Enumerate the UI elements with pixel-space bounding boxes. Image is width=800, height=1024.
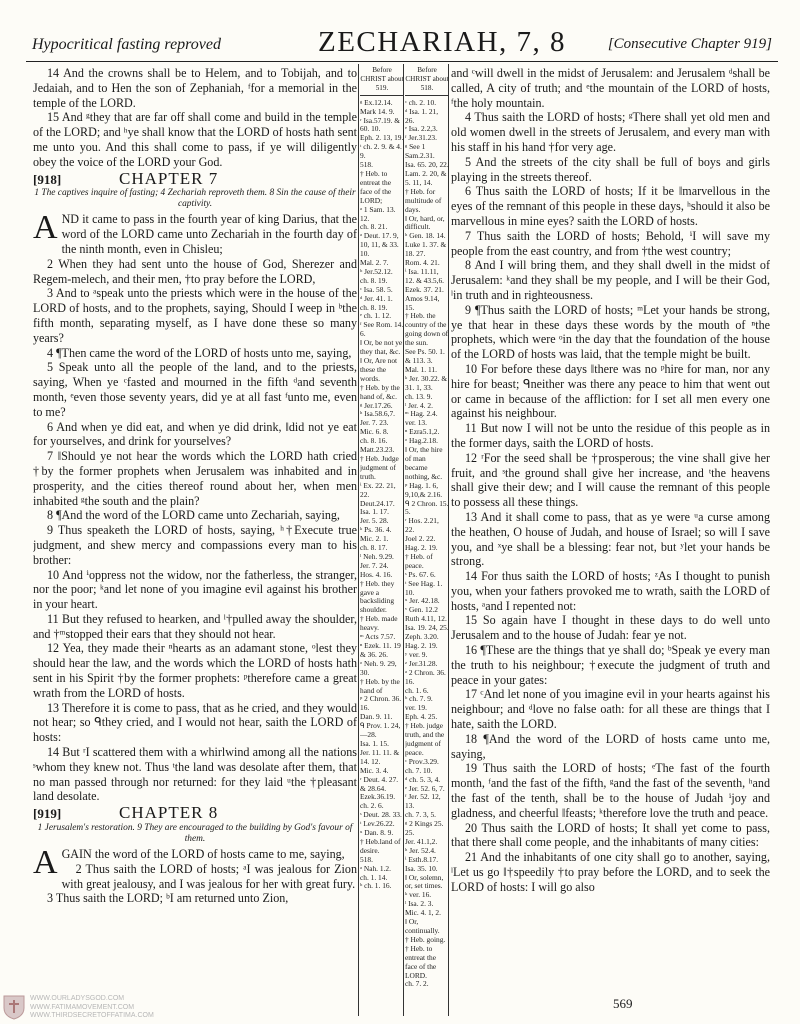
reference-entry: ᵉ Jer. 52. 6, 7. [405,783,445,793]
verse: 12 ʳFor the seed shall be †prosperous; the vine shall give her fruit, and ˢthe ground shall give her increase, and ᵗthe heavens shall give their dew; and I will cause the remnant of this people to possess all these things. [451,450,770,510]
reference-entry: ᵈ Isa. 1. 21, 26. [405,106,439,125]
reference-entry: ch. 1. 14. [360,872,388,882]
reference-entry: ᵍ Ex.12.14. Mark 14. 9. [360,97,395,116]
reference-entry: Jer. 7. 24. [360,560,389,570]
reference-entry: ᶜ ch. 2. 10. [405,97,437,107]
reference-entry: ᵒ Hag.2.18. [405,436,438,446]
reference-entry: Zeph. 3.20. [405,632,439,642]
reference-entry: Mic. 2. 1. [360,534,389,544]
verse: 11 But now I will not be unto the residue of this people as in the former days, saith the LORD of hosts. [451,421,770,450]
verse: 6 Thus saith the LORD of hosts; If it be ‖marvellous in the eyes of the remnant of this people in these days, ʰshould it also be marvellous in mine eyes? saith the LORD of hosts. [451,184,770,228]
reference-entry: Isa. 35. 10. [405,863,438,873]
reference-entry: ᵃ 2 Chron. 36. 16. [405,667,446,686]
reference-entry: ᶜ Prov.3.29. [405,756,439,766]
reference-entry: ch. 8. 19. [360,302,388,312]
reference-entry: ˡ Neh. 9.29. [360,551,394,561]
reference-entry: Amos 9.14, 15. [405,293,440,312]
verse: 7 Thus saith the LORD of hosts; Behold, ⁱI will save my people from the east country, and from †the west country; [451,228,770,258]
reference-entry: ch. 7. 3, 5. [405,810,436,820]
reference-entry: Mic. 3. 4. [360,765,389,775]
reference-entry: ch. 1. 6. [405,685,429,695]
reference-entry: Lam. 2. 20, & 5. 11, 14. [405,168,447,187]
verse: 10 For before these days ‖there was no ᵖhire for man, nor any hire for beast; ᑫneither was there any peace to him that went out or came in because of the affliction: for I set all men every one against his neighbour. [451,361,770,421]
reference-entry: ‖ Or, Are not these the words. [360,356,398,383]
reference-entry: Jer. 11. 11. & 14. 12. [360,747,400,766]
verse: 3 Thus saith the LORD; ᵇI am returned unto Zion, [47,891,289,906]
reference-entry: ᵇ ch. 7. 9. [405,694,433,704]
reference-entry: ᵏ Jer. 30.22. & 31. 1, 33. [405,373,448,392]
reference-entry: Jer. 7. 23. [360,418,389,428]
reference-entry: See Ps. 50. 1. & 113. 3. [405,347,445,365]
verse: 14 And the crowns shall be to Helem, and to Tobijah, and to Jedaiah, and to Hen the son of Zephaniah, ᶠfor a memorial in the temple of the LORD. [33,66,357,110]
reference-entry: † Heb. to entreat the face of the LORD. [405,943,437,980]
reference-entry: ᵇ ch. 1. 16. [360,881,392,891]
margin-references-right [405,66,449,1016]
reference-entry: ᶠ Jer.31.23. [405,133,437,143]
reference-entry: ᵐ Acts 7.57. [360,632,396,642]
verse: 2 Thus saith the LORD of hosts; ᵃI was jealous for Zion with great jealousy, and I was jealous for her with great fury. [61,861,357,891]
reference-entry: ʰ Isa.58.6,7. [360,409,396,419]
verse: AND it came to pass in the fourth year of king Darius, that the word of the LORD came unto Zechariah in the fourth day of the ninth month, even in Chisleu; [33,209,357,256]
reference-entry: Hos. 4. 16. [360,569,393,579]
verse: 4 ¶Then came the word of the LORD of hosts unto me, saying, [47,345,352,360]
reference-entry: ᵗ ch. 2. 9. & 4. 9. [360,142,402,161]
verse: 3 And to ᵃspeak unto the priests which were in the house of the LORD of hosts, and to the prophets, saying, Should I weep in ᵇthe fifth month, separating myself, as I have done these so many years? [33,286,357,345]
chapter-heading-8 [33,803,357,823]
verse: 21 And the inhabitants of one city shall go to another, saying, ˡLet us go ‖†speedily †to pray before the LORD, and to seek the LORD of hosts: I will go also [451,850,770,894]
reference-entry: † Heb. of peace. [405,551,433,570]
reference-entry: ᵇ Jer.52.12. [360,266,393,276]
verse: 13 And it shall come to pass, that as ye were ᵘa curse among the heathen, O house of Judah, and house of Israel; so will I save you, and ˣye shall be a blessing: fear not, but ʸlet your hands be strong. [451,509,770,569]
reference-entry: Joel 2. 22. [405,534,436,544]
chapter-summary: 1 The captives inquire of fasting; 4 Zechariah reproveth them. 8 Sin the cause of their captivity. [34,188,356,210]
reference-list [405,99,449,990]
reference-entry: Jer. 5. 28. [360,516,389,526]
reference-entry: Hag. 2. 19. [405,543,438,553]
chapter-title: CHAPTER 8 [119,803,219,823]
page-header [26,26,778,62]
reference-entry: ᵃ 1 Sam. 13. 12. [360,204,396,223]
reference-entry: Matt.23.23. [360,445,395,455]
reference-entry: ᵃ Nah. 1.2. [360,863,391,873]
verse: 2 When they had sent unto the house of God, Sherezer and Regem-melech, and their men, †to pray before the LORD, [33,256,357,286]
reference-entry: ʰ Jer. 52.4. [405,845,436,855]
reference-entry: Eph. 4. 25. [405,712,438,722]
reference-entry: ᵍ 2 Kings 25. 25. [405,819,444,838]
reference-entry: ᵘ Jer. 42.18. [405,596,440,606]
era-note: Before CHRIST about 518. [405,66,449,96]
reference-entry: ⁿ Ezek. 11. 19 & 36. 26. [360,641,401,659]
reference-entry: ᶻ Jer.31.28. [405,658,438,668]
reference-entry: Ezek. 37. 21. [405,284,444,294]
column-rule [358,64,359,1016]
reference-entry: ʳ Isa.57.19. & 60. 10. [360,115,400,134]
reference-entry: † Heb. the country of the going down of the sun. [405,311,449,348]
chapter-title: CHAPTER 7 [119,168,219,188]
verse: 10 And ⁱoppress not the widow, nor the fatherless, the stranger, nor the poor; ᵏand let none of you imagine evil against his brother in your heart. [33,567,357,612]
reference-entry: ᶠ Jer. 52. 12, 13. [405,792,441,811]
reference-entry: ch. 8. 21. [360,222,388,232]
chapter-summary: 1 Jerusalem's restoration. 9 They are encouraged to the building by God's favour of them. [37,823,353,845]
reference-entry: Deut.24.17. [360,498,395,508]
reference-entry: ch. 8. 16. [360,436,388,446]
reference-entry: ᵈ Jer. 41. 1. [360,293,393,303]
verse: 14 For thus saith the LORD of hosts; ᶻAs I thought to punish you, when your fathers provoked me to wrath, saith the LORD of hosts, ᵃand I repented not: [451,569,770,613]
reference-entry: ch. 8. 17. [360,543,388,553]
reference-entry: ⁱ Isa. 11.11, 12. & 43.5,6. [405,266,445,285]
reference-entry: Hag. 2. 19. [405,641,438,650]
reference-entry: ‖ Or, solemn, or, set times. [405,872,444,891]
reference-entry: Isa. 19. 24, 25. [405,623,449,633]
reference-entry: ˡ Jer. 4. 2. [405,400,433,410]
reference-entry: ᑫ 2 Chron. 15. 5. [405,498,449,517]
verse: 17 ᶜAnd let none of you imagine evil in your hearts against his neighbour; and ᵈlove no false oath: for all these are things that I hate, saith the LORD. [451,687,770,732]
chapter-number: [919] [33,806,62,822]
running-head-right: [Consecutive Chapter 919] [607,36,772,52]
verse: 13 Therefore it is come to pass, that as he cried, and they would not hear; so ᑫthey cried, and I would not hear, saith the LORD of hosts: [33,700,357,745]
reference-entry: ᵏ Ps. 36. 4. [360,525,392,535]
reference-entry: Jer. 41.1,2. [405,836,438,846]
reference-entry: ch. 8. 19. [360,275,388,285]
reference-entry: † Heb.land of desire. [360,836,401,855]
reference-entry: Luke 1. 37. & 18. 27. [405,240,447,259]
reference-entry: Mic. 6. 8. [360,427,389,437]
reference-entry: ᵉ ch. 1. 12. [360,311,392,321]
reference-entry: ⁿ Ezra5.1,2. [405,427,440,437]
margin-references-left [360,66,404,1016]
page-number: 569 [613,996,633,1011]
reference-entry: ˢ Ps. 67. 6. [405,569,436,579]
verse: 15 And ᵍthey that are far off shall come and build in the temple of the LORD; and ʰye shall know that the LORD of hosts hath sent me unto you. And this shall come to pass, if ye will diligently obey the voice of the LORD your God. [33,110,357,169]
reference-entry: ᵖ Hag. 1. 6, 9,10,& 2.16. [405,480,443,499]
verse: 8 ¶And the word of the LORD came unto Zechariah, saying, [47,508,340,523]
verse: 4 Thus saith the LORD of hosts; ᵍThere shall yet old men and old women dwell in the streets of Jerusalem, and every man with his staff in his hand †for very age. [451,110,770,154]
reference-entry: 518. [360,854,373,864]
reference-entry: ˡ Isa. 2. 3. [405,899,434,909]
reference-entry: ᵏ ver. 16. [405,890,432,900]
reference-entry: ᶠ See Rom. 14. 6. [360,320,404,339]
reference-entry: ‖ Or, be not ye they that, &c. [360,338,403,357]
reference-entry: Mic. 4. 1, 2. [405,908,441,918]
reference-entry: ᵈ ch. 5. 3, 4. [405,774,441,784]
reference-entry: † Heb. for multitude of days. [405,186,442,214]
verse: 20 Thus saith the LORD of hosts; It shall yet come to pass, that there shall come people, and the inhabitants of many cities: [451,820,770,850]
reference-list [360,99,404,892]
verse: 7 ‖Should ye not hear the words which the LORD hath cried †by the former prophets when Jerusalem was inhabited and in prosperity, and the cities thereof round about her, when men inhabited ᵍthe south and the plain? [33,449,357,508]
verse: 6 And when ye did eat, and when ye did drink, ‖did not ye eat for yourselves, and drink for yourselves? [33,419,357,449]
reference-entry: ᵍ Jer.17.26. [360,400,393,410]
reference-entry: ʳ Hos. 2.21, 22. [405,516,439,535]
reference-entry: ᵛ Gen. 12.2 [405,605,438,615]
verse: 9 ¶Thus saith the LORD of hosts; ᵐLet your hands be strong, ye that hear in these days these words by the mouth of ⁿthe prophets, which were ᵒin the day that the foundation of the house of the LORD of hosts was laid, that the temple might be built. [451,302,770,362]
reference-entry: ʰ Gen. 18. 14. [405,231,446,241]
reference-entry: ᵖ 2 Chron. 36. 16. [360,694,402,713]
watermark: WWW.OURLADYSGOD.COM WWW.FATIMAMOVEMENT.COM WWW.THIRDSECRETOFFATIMA.COM [30,995,154,1019]
reference-entry: ch. 7. 2. [405,979,429,989]
reference-entry: ‖ Or, continually. [405,917,440,935]
drop-cap: A [33,844,58,882]
verse: 12 Yea, they made their ⁿhearts as an adamant stone, ᵒlest they should hear the law, and the words which the LORD of hosts hath sent in his Spirit †by the former prophets: ᵖtherefore came a great wrath from the LORD of hosts. [33,641,357,700]
verse: 18 ¶And the word of the LORD of hosts came unto me, saying, [451,731,770,761]
reference-entry: ʸ ver. 9. [405,649,428,659]
verse: 19 Thus saith the LORD of hosts; ᵉThe fast of the fourth month, ᶠand the fast of the fifth, ᵍand the fast of the seventh, ʰand the fast of the tenth, shall be to the house of Judah ⁱjoy and gladness, and cheerful ‖feasts; ᵏtherefore love the truth and peace. [451,761,770,820]
reference-entry: ᵗ See Hag. 1. 10. [405,578,443,597]
era-note: Before CHRIST about 519. [360,66,404,96]
reference-entry: ᶜ Isa. 58. 5. [360,284,393,294]
reference-entry: † Heb. by the hand of [360,676,400,695]
reference-entry: Mal. 1. 11. [405,364,437,374]
left-text-column [33,66,357,1006]
reference-entry: Isa. 65. 20, 22. [405,160,449,170]
chapter-number: [918] [33,171,62,187]
reference-entry: ch. 7. 10. [405,765,433,775]
reference-entry: ch. 13. 9. [405,391,433,401]
reference-entry: ᵐ Hag. 2.4. ver. 13. [405,409,438,428]
reference-entry: ‖ Or, hard, or, difficult. [405,213,445,232]
reference-entry: † Heb. by the hand of, &c. [360,382,400,401]
verse: 14 But ʳI scattered them with a whirlwind among all the nations ˢwhom they knew not. Thus ᵗthe land was desolate after them, that no man passed through nor returned: for they laid ᵘthe †pleasant land desolate. [33,745,357,804]
reference-entry: † Heb. they gave a backsliding shoulder. [360,578,395,615]
reference-entry: ᵉ Isa. 2.2,3. [405,124,438,134]
reference-entry: ‖ Or, the hire of man became nothing, &c. [405,445,443,481]
verse: 15 So again have I thought in these days to do well unto Jerusalem and to the house of Judah: fear ye not. [451,613,770,643]
reference-entry: † Heb. judge truth, and the judgment of peace. [405,721,445,757]
reference-entry: Ruth 4.11, 12. [405,614,447,624]
verse: 5 Speak unto all the people of the land, and to the priests, saying, When ye ᶜfasted and mourned in the fifth ᵈand seventh month, ᵉeven those seventy years, did ye at all fast ᶠunto me, even to me? [33,360,357,419]
reference-entry: ver. 19. [405,703,427,713]
reference-entry: ʳ Deut. 4. 27. & 28.64. [360,774,399,793]
reference-entry: Eph. 2. 13, 19. [360,133,404,143]
chapter-heading-7 [33,168,357,188]
reference-entry: 518. [360,160,373,170]
reference-entry: † Heb. to entreat the face of the LORD; [360,168,392,205]
verse: 11 But they refused to hearken, and ˡ†pulled away the shoulder, and †ᵐstopped their ears that they should not hear. [33,611,357,641]
reference-entry: ᵒ Neh. 9. 29, 30. [360,658,397,677]
reference-entry: † Heb. made heavy. [360,614,398,633]
verse: 8 And I will bring them, and they shall dwell in the midst of Jerusalem: ᵏand they shall be my people, and I will be their God, ˡin truth and in righteousness. [451,258,770,302]
book-title: ZECHARIAH, 7, 8 [318,26,567,58]
reference-entry: Dan. 9. 11. [360,712,393,722]
reference-entry: Isa. 1. 15. [360,738,389,748]
verse: AGAIN the word of the LORD of hosts came to me, saying, [33,844,345,882]
seal-icon [2,994,26,1020]
right-text-column [451,66,770,991]
drop-cap: A [33,209,58,247]
reference-entry: ᑫ Prov. 1. 24,—28. [360,721,401,740]
reference-entry: Ezek.36.19. [360,792,396,802]
reference-entry: Mal. 2. 7. [360,258,389,268]
reference-entry: ᵃ Deut. 17. 9, 10, 11, & 33. 10. [360,231,399,259]
reference-entry: † Heb. Judge judgment of truth. [360,453,399,481]
reference-entry: † Heb. going. [405,934,446,944]
reference-entry: Rom. 4. 21. [405,258,440,268]
reference-entry: ᵍ See 1 Sam.2.31. [405,142,435,161]
running-head-left: Hypocritical fasting reproved [32,36,221,53]
reference-entry: ⁱ Esth.8.17. [405,854,439,864]
reference-entry: ᵘ Dan. 8. 9. [360,828,394,838]
verse: 5 And the streets of the city shall be full of boys and girls playing in the streets thereof. [451,154,770,184]
reference-entry: ᵗ Lev.26.22. [360,819,395,829]
reference-entry: ch. 2. 6. [360,801,384,811]
verse: 9 Thus speaketh the LORD of hosts, saying, ʰ†Execute true judgment, and shew mercy and compassions every man to his brother: [33,523,357,567]
verse: 16 ¶These are the things that ye shall do; ᵇSpeak ye every man the truth to his neighbour; †execute the judgment of truth and peace in your gates: [451,643,770,687]
reference-entry: Isa. 1. 17. [360,507,389,517]
verse: and ᶜwill dwell in the midst of Jerusalem: and Jerusalem ᵈshall be called, A city of truth; and ᵉthe mountain of the LORD of hosts, ᶠthe holy mountain. [451,66,770,110]
reference-entry: ˢ Deut. 28. 33. [360,810,402,820]
reference-entry: ⁱ Ex. 22. 21, 22. [360,480,396,499]
